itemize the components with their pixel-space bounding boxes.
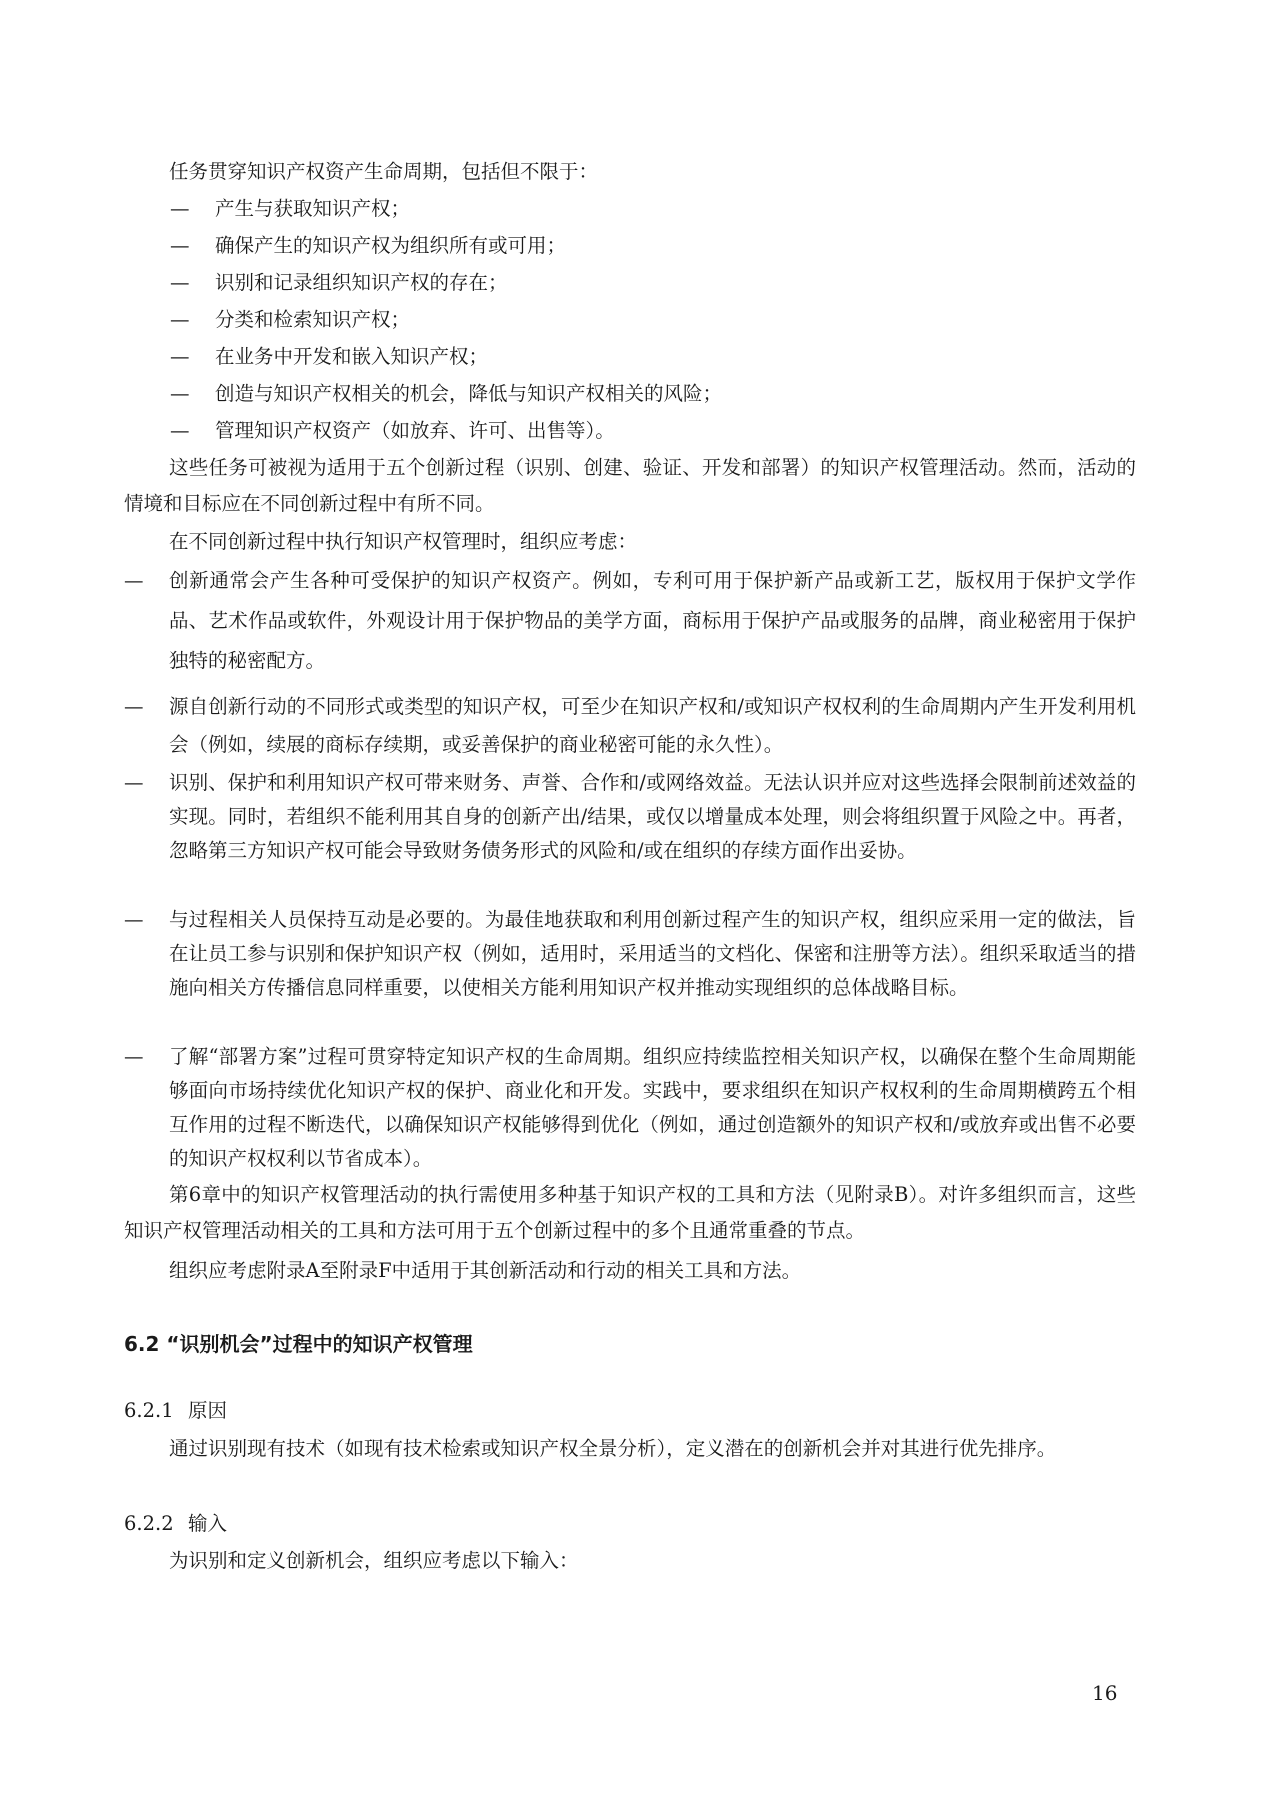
reason-paragraph: 通过识别现有技术（如现有技术检索或知识产权全景分析），定义潜在的创新机会并对其进行优先排序。 [169, 1437, 1057, 1460]
consideration-text: 了解“部署方案”过程可贯穿特定知识产权的生命周期。组织应持续监控相关知识产权，以确保在整个生命周期能够面向市场持续优化知识产权的保护、商业化和开发。实践中，要求组织在知识产权权利的生命周期横跨五个相互作用的过程不断迭代，以确保知识产权能够得到优化（例如，通过创造额外的知识产权和/或放弃或出售不必要的知识产权权利以节省成本）。 [169, 1045, 1136, 1170]
tasks-view-paragraph: 这些任务可被视为适用于五个创新过程（识别、创建、验证、开发和部署）的知识产权管理活动。然而，活动的情境和目标应在不同创新过程中有所不同。 [124, 456, 1136, 515]
dash-bullet: — [170, 197, 190, 220]
consideration-item [124, 766, 1136, 868]
intro-paragraph: 任务贯穿知识产权资产生命周期，包括但不限于： [169, 160, 599, 183]
subsection-heading-input [124, 1506, 227, 1542]
annex-paragraph: 组织应考虑附录A至附录F中适用于其创新活动和行动的相关工具和方法。 [169, 1259, 802, 1282]
dash-bullet: — [170, 382, 190, 405]
task-list-item [170, 265, 508, 301]
consideration-item [124, 688, 1136, 764]
consideration-item [124, 903, 1136, 1005]
task-list-item [170, 228, 566, 264]
subsection-title: 输入 [188, 1512, 228, 1535]
task-list-item [170, 302, 410, 338]
dash-bullet: — [124, 1045, 144, 1068]
dash-bullet: — [170, 308, 190, 331]
subsection-title: 原因 [188, 1399, 228, 1422]
chapter6-paragraph: 第6章中的知识产权管理活动的执行需使用多种基于知识产权的工具和方法（见附录B）。对许多组织而言，这些知识产权管理活动相关的工具和方法可用于五个创新过程中的多个且通常重叠的节点。 [124, 1183, 1136, 1242]
dash-bullet: — [170, 234, 190, 257]
consideration-item [124, 1040, 1136, 1176]
task-text: 识别和记录组织知识产权的存在； [215, 271, 508, 294]
subsection-number: 6.2.2 [124, 1512, 174, 1535]
task-list-item [170, 191, 410, 227]
dash-bullet: — [124, 695, 144, 718]
task-text: 产生与获取知识产权； [215, 197, 411, 220]
task-list-item [170, 376, 722, 412]
dash-bullet: — [124, 771, 144, 794]
task-text: 在业务中开发和嵌入知识产权； [215, 345, 489, 368]
section-heading: 6.2 “识别机会”过程中的知识产权管理 [124, 1332, 473, 1356]
consideration-text: 源自创新行动的不同形式或类型的知识产权，可至少在知识产权和/或知识产权权利的生命周期内产生开发利用机会（例如，续展的商标存续期，或妥善保护的商业秘密可能的永久性）。 [169, 695, 1136, 756]
task-text: 创造与知识产权相关的机会，降低与知识产权相关的风险； [215, 382, 723, 405]
page-number: 16 [1092, 1681, 1118, 1705]
task-list-item [170, 339, 488, 375]
consideration-item [124, 561, 1136, 681]
consideration-text: 识别、保护和利用知识产权可带来财务、声誉、合作和/或网络效益。无法认识并应对这些选择会限制前述效益的实现。同时，若组织不能利用其自身的创新产出/结果，或仅以增量成本处理，则会将组织置于风险之中。再者，忽略第三方知识产权可能会导致财务债务形式的风险和/或在组织的存续方面作出妥协。 [169, 771, 1136, 862]
dash-bullet: — [170, 419, 190, 442]
dash-bullet: — [170, 345, 190, 368]
task-text: 确保产生的知识产权为组织所有或可用； [215, 234, 567, 257]
consideration-text: 与过程相关人员保持互动是必要的。为最佳地获取和利用创新过程产生的知识产权，组织应采用一定的做法，旨在让员工参与识别和保护知识产权（例如，适用时，采用适当的文档化、保密和注册等方法）。组织采取适当的措施向相关方传播信息同样重要，以使相关方能利用知识产权并推动实现组织的总体战略目标。 [169, 908, 1136, 999]
consideration-text: 创新通常会产生各种可受保护的知识产权资产。例如，专利可用于保护新产品或新工艺，版权用于保护文学作品、艺术作品或软件，外观设计用于保护物品的美学方面，商标用于保护产品或服务的品牌，商业秘密用于保护独特的秘密配方。 [169, 569, 1136, 672]
dash-bullet: — [124, 569, 144, 592]
task-text: 管理知识产权资产（如放弃、许可、出售等）。 [215, 419, 615, 442]
subsection-number: 6.2.1 [124, 1399, 174, 1422]
input-paragraph: 为识别和定义创新机会，组织应考虑以下输入： [169, 1549, 579, 1572]
subsection-heading-reason [124, 1393, 227, 1429]
dash-bullet: — [124, 908, 144, 931]
task-list-item [170, 413, 615, 449]
consider-paragraph: 在不同创新过程中执行知识产权管理时，组织应考虑： [169, 530, 638, 553]
dash-bullet: — [170, 271, 190, 294]
task-text: 分类和检索知识产权； [215, 308, 411, 331]
